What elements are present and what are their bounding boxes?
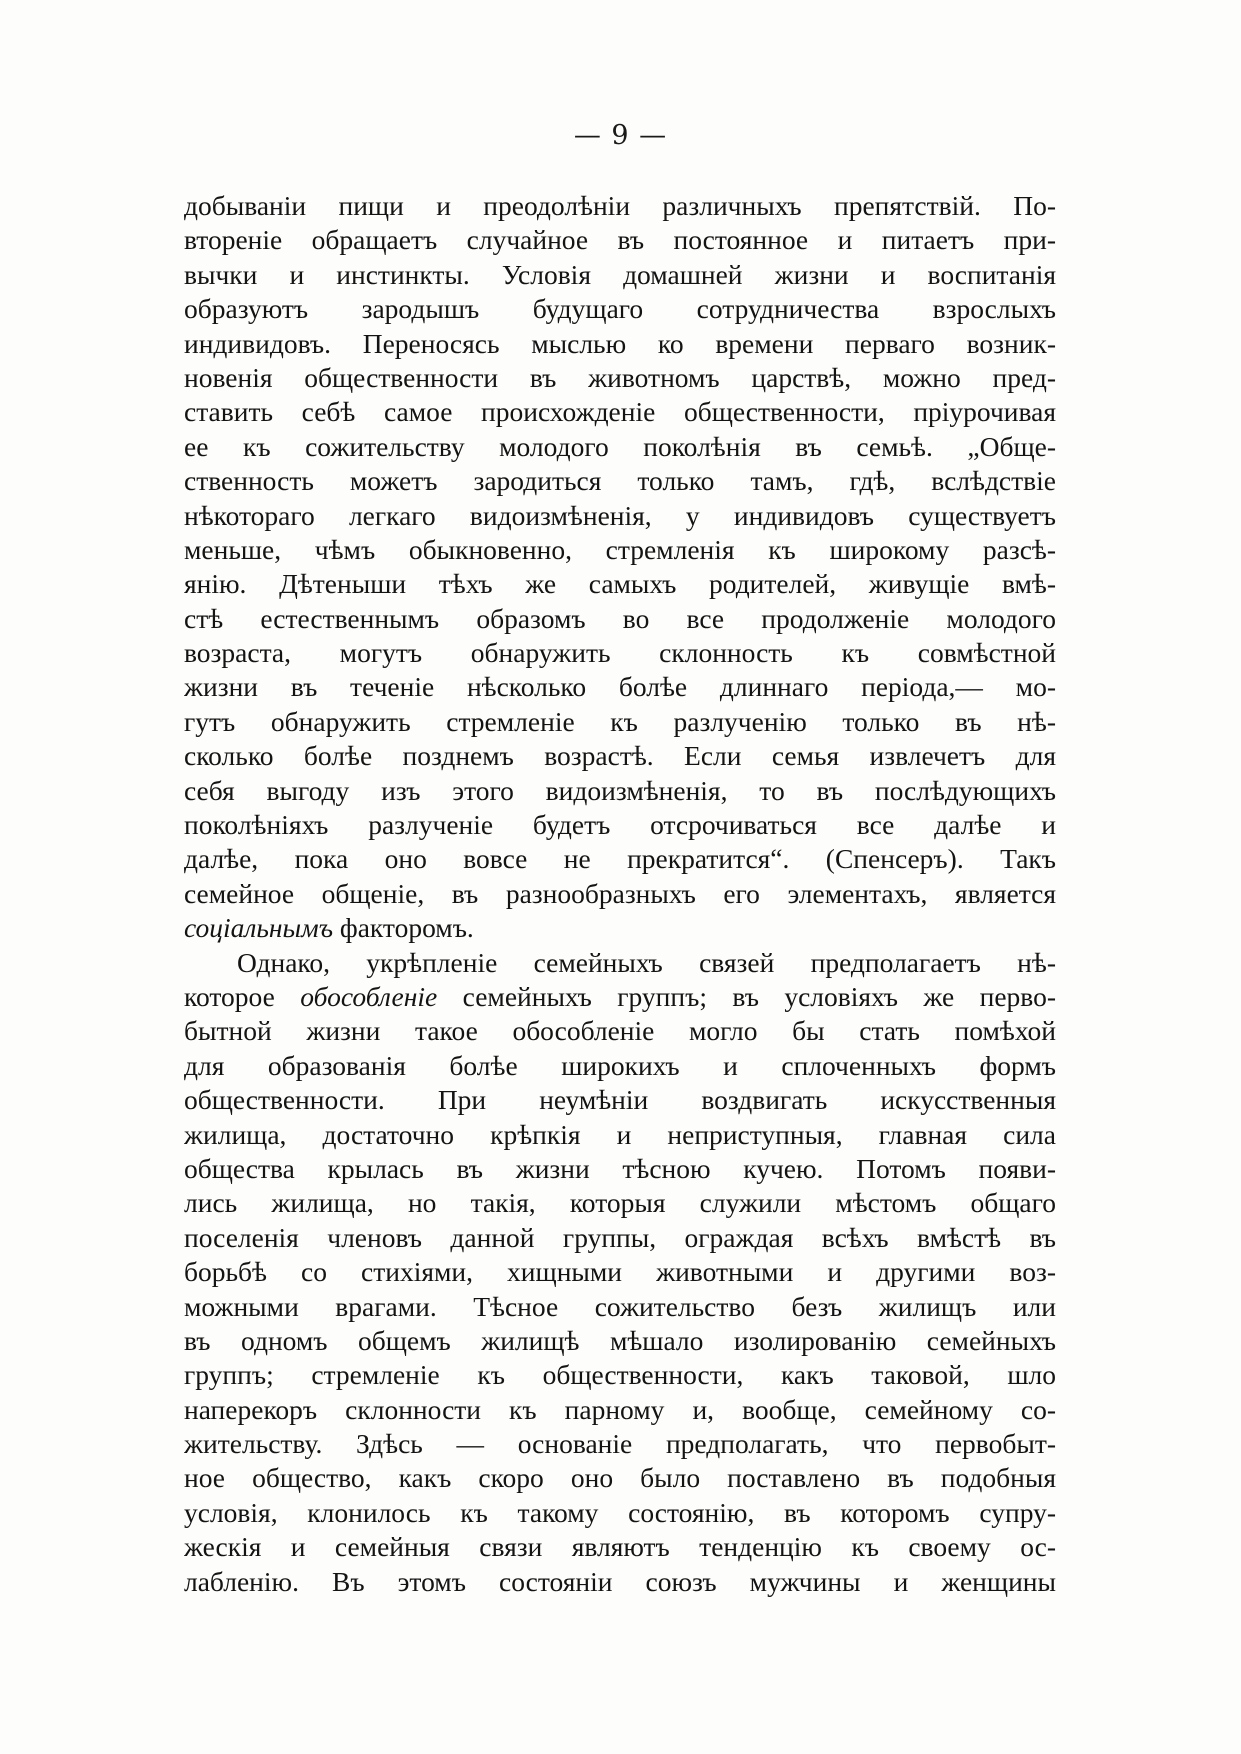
text-line: возраста, могутъ обнаружить склонность къ совмѣстной	[184, 637, 1056, 669]
text-line	[184, 980, 1056, 1014]
text-line: ное общество, какъ скоро оно было поставлено въ подобныя	[184, 1462, 1056, 1494]
text-line: борьбѣ со стихіями, хищными животными и другими воз-	[184, 1256, 1056, 1288]
text-line: гутъ обнаружить стремленіе къ разлученію только въ нѣ-	[184, 705, 1056, 737]
text-fragment: факторомъ.	[333, 912, 474, 944]
paragraph-2	[184, 946, 1056, 1599]
text-line: общества крылась въ жизни тѣсною кучею. Потомъ появи-	[184, 1152, 1056, 1184]
text-line: жескія и семейныя связи являютъ тенденцію къ своему ос-	[184, 1531, 1056, 1563]
text-line: добываніи пищи и преодолѣніи различныхъ препятствій. По-	[184, 190, 1056, 221]
text-line: жизни въ теченіе нѣсколько болѣе длиннаго періода,— мо-	[184, 671, 1056, 703]
text-line: семейное общеніе, въ разнообразныхъ его элементахъ, является	[184, 877, 1056, 909]
text-line: образуютъ зародышъ будущаго сотрудничества взрослыхъ	[184, 293, 1056, 325]
text-line: общественности. При неумѣніи воздвигать искусственныя	[184, 1084, 1056, 1116]
text-fragment: которое	[184, 980, 301, 1012]
text-line: лабленію. Въ этомъ состояніи союзъ мужчины и женщины	[184, 1565, 1056, 1597]
text-line-indented: Однако, укрѣпленіе семейныхъ связей предполагаетъ нѣ-	[237, 946, 1056, 978]
text-line: группъ; стремленіе къ общественности, какъ таковой, шло	[184, 1359, 1056, 1391]
text-line: ее къ сожительству молодого поколѣнія въ семьѣ. „Обще-	[184, 430, 1056, 462]
body-text	[184, 189, 1056, 1599]
text-line: нѣкотораго легкаго видоизмѣненія, у индивидовъ существуетъ	[184, 499, 1056, 531]
text-line: вычки и инстинкты. Условія домашней жизни и воспитанія	[184, 258, 1056, 290]
page-number: — 9 —	[573, 120, 668, 151]
text-line: далѣе, пока оно вовсе не прекратится“. (Спенсеръ). Такъ	[184, 843, 1056, 875]
text-line: новенія общественности въ животномъ царствѣ, можно пред-	[184, 361, 1056, 393]
text-line-last	[184, 911, 1056, 945]
text-line: меньше, чѣмъ обыкновенно, стремленія къ широкому разсѣ-	[184, 533, 1056, 565]
text-line: ственность можетъ зародиться только тамъ, гдѣ, вслѣдствіе	[184, 465, 1056, 497]
text-line: для образованія болѣе широкихъ и сплоченныхъ формъ	[184, 1049, 1056, 1081]
text-line: наперекоръ склонности къ парному и, вообще, семейному со-	[184, 1393, 1056, 1425]
text-line: можными врагами. Тѣсное сожительство безъ жилищъ или	[184, 1290, 1056, 1322]
text-line: условія, клонилось къ такому состоянію, въ которомъ супру-	[184, 1496, 1056, 1528]
text-line: лись жилища, но такія, которыя служили мѣстомъ общаго	[184, 1187, 1056, 1219]
text-line: втореніе обращаетъ случайное въ постоянное и питаетъ при-	[184, 224, 1056, 256]
text-line: въ одномъ общемъ жилищѣ мѣшало изолированію семейныхъ	[184, 1324, 1056, 1356]
text-line: бытной жизни такое обособленіе могло бы стать помѣхой	[184, 1015, 1056, 1047]
text-line: индивидовъ. Переносясь мыслью ко времени перваго возник-	[184, 327, 1056, 359]
italic-term: соціальнымъ	[184, 912, 334, 944]
paragraph-1	[184, 189, 1056, 946]
text-line: поколѣніяхъ разлученіе будетъ отсрочиваться все далѣе и	[184, 809, 1056, 841]
text-line: себя выгоду изъ этого видоизмѣненія, то въ послѣдующихъ	[184, 774, 1056, 806]
text-line: жительству. Здѣсь — основаніе предполагать, что первобыт-	[184, 1428, 1056, 1460]
text-fragment: семейныхъ группъ; въ условіяхъ же перво-	[437, 980, 1056, 1012]
italic-term: обособленіе	[300, 980, 438, 1012]
text-line: жилища, достаточно крѣпкія и неприступныя, главная сила	[184, 1118, 1056, 1150]
text-line: янію. Дѣтеныши тѣхъ же самыхъ родителей, живущіе вмѣ-	[184, 568, 1056, 600]
text-line: поселенія членовъ данной группы, ограждая всѣхъ вмѣстѣ въ	[184, 1221, 1056, 1253]
text-line: сколько болѣе позднемъ возрастѣ. Если семья извлечетъ для	[184, 740, 1056, 772]
text-line: ставить себѣ самое происхожденіе общественности, пріурочивая	[184, 396, 1056, 428]
text-line: стѣ естественнымъ образомъ во все продолженіе молодого	[184, 602, 1056, 634]
